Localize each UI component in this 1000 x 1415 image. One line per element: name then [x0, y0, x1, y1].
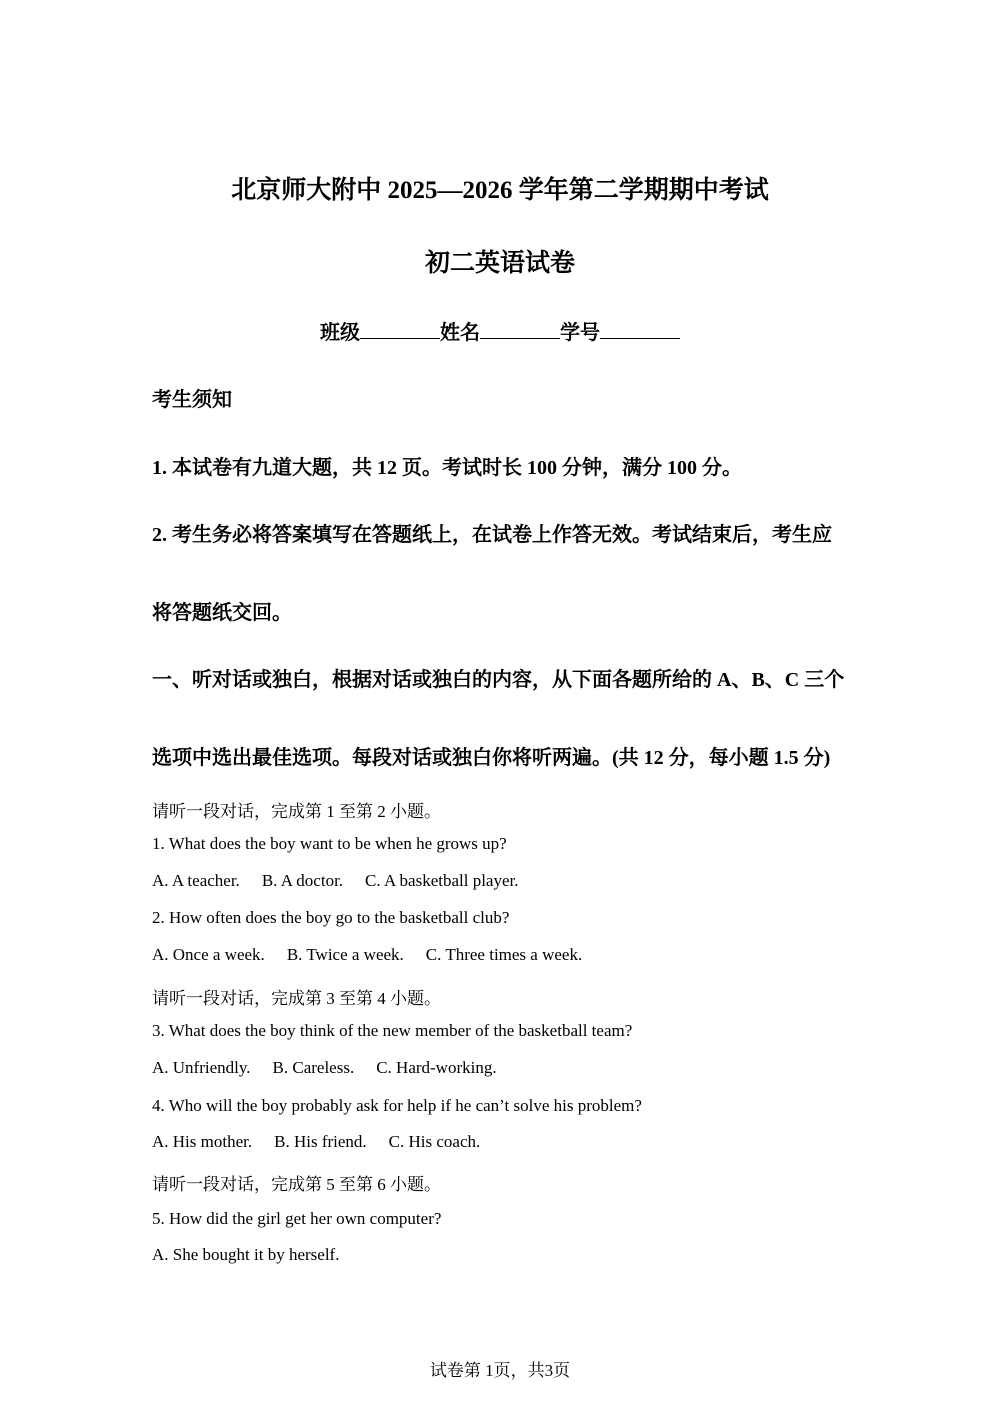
listening-instruction-2: 请听一段对话，完成第 3 至第 4 小题。: [152, 989, 441, 1008]
question-4: 4. Who will the boy probably ask for help if he can’t solve his problem?: [152, 1096, 642, 1115]
class-label: 班级: [320, 322, 360, 344]
notice-heading: 考生须知: [152, 389, 232, 411]
student-info-line: [0, 316, 1000, 345]
question-1: 1. What does the boy want to be when he grows up?: [152, 834, 507, 853]
exam-subtitle: 初二英语试卷: [424, 250, 575, 277]
notice-item-1: 1. 本试卷有九道大题，共 12 页。考试时长 100 分钟，满分 100 分。: [152, 457, 742, 479]
listening-instruction-3: 请听一段对话，完成第 5 至第 6 小题。: [152, 1175, 441, 1194]
option-b: B. Twice a week.: [286, 945, 404, 964]
question-3-options: [152, 1058, 497, 1078]
name-blank: [480, 320, 560, 339]
name-label: 姓名: [440, 322, 480, 344]
question-1-options: [152, 871, 519, 891]
question-2: 2. How often does the boy go to the basketball club?: [152, 908, 510, 927]
section-1-heading-line-1: 一、听对话或独白，根据对话或独白的内容，从下面各题所给的 A、B、C 三个: [152, 669, 845, 691]
question-5-option-a: A. She bought it by herself.: [152, 1245, 340, 1264]
notice-item-2-line-1: 2. 考生务必将答案填写在答题纸上，在试卷上作答无效。考试结束后，考生应: [152, 524, 832, 546]
student-id-label: 学号: [560, 322, 600, 344]
exam-title: 北京师大附中 2025—2026 学年第二学期期中考试: [231, 177, 769, 204]
student-id-blank: [600, 320, 680, 339]
page-footer: 试卷第 1页，共3页: [429, 1361, 571, 1380]
option-b: B. Careless.: [272, 1058, 355, 1077]
class-blank: [360, 320, 440, 339]
option-c: C. His coach.: [388, 1132, 481, 1151]
option-a: A. His mother.: [152, 1132, 253, 1151]
option-a: A. Unfriendly.: [152, 1058, 251, 1077]
question-2-options: [152, 945, 582, 965]
section-1-heading-line-2: 选项中选出最佳选项。每段对话或独白你将听两遍。(共 12 分，每小题 1.5 分): [152, 747, 831, 769]
option-b: B. A doctor.: [261, 871, 344, 890]
question-3: 3. What does the boy think of the new member of the basketball team?: [152, 1021, 633, 1040]
question-4-options: [152, 1132, 480, 1152]
option-b: B. His friend.: [274, 1132, 367, 1151]
listening-instruction-1: 请听一段对话，完成第 1 至第 2 小题。: [152, 802, 441, 821]
notice-item-2-line-2: 将答题纸交回。: [152, 602, 292, 624]
option-c: C. Hard-working.: [376, 1058, 497, 1077]
option-c: C. A basketball player.: [365, 871, 519, 890]
option-c: C. Three times a week.: [425, 945, 583, 964]
question-5: 5. How did the girl get her own computer?: [152, 1209, 442, 1228]
option-a: A. A teacher.: [152, 871, 240, 890]
option-a: A. Once a week.: [152, 945, 265, 964]
